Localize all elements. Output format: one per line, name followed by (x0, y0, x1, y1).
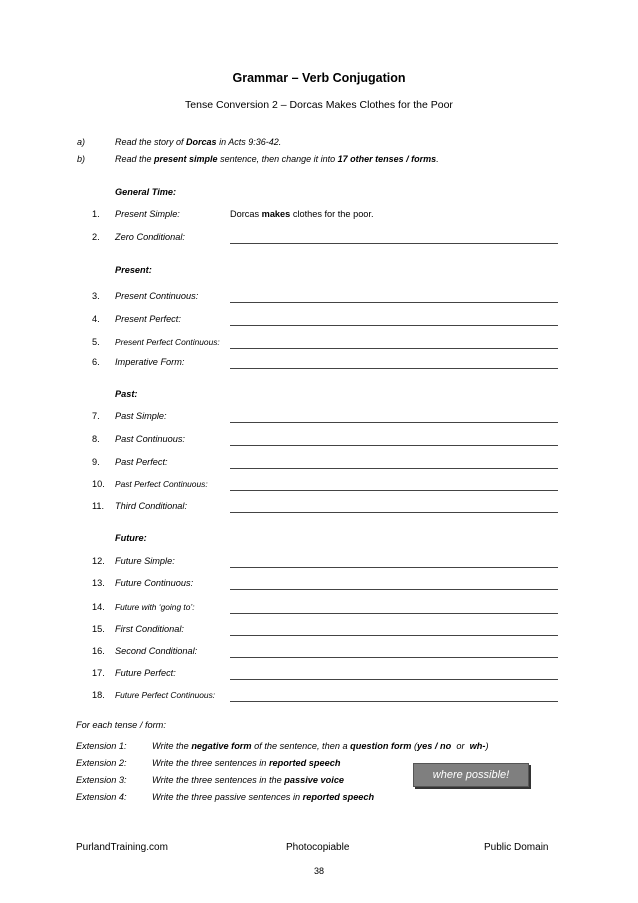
tense-number: 3. (92, 291, 100, 301)
tense-number: 13. (92, 578, 105, 588)
tense-label: Imperative Form: (115, 357, 185, 367)
tense-number: 15. (92, 624, 105, 634)
section-future: Future: (115, 533, 147, 543)
tense-label: Zero Conditional: (115, 232, 185, 242)
extension-label: Extension 1: (76, 741, 127, 751)
where-possible-badge: where possible! (413, 763, 529, 787)
answer-line[interactable] (230, 657, 558, 658)
tense-number: 11. (92, 501, 105, 511)
extension-label: Extension 2: (76, 758, 127, 768)
extension-text: Write the three sentences in reported speech (152, 758, 341, 768)
tense-label: Past Perfect Continuous: (115, 479, 208, 489)
tense-number: 10. (92, 479, 105, 489)
tense-number: 17. (92, 668, 105, 678)
extension-text: Write the three sentences in the passive voice (152, 775, 345, 785)
tense-label: Future Simple: (115, 556, 175, 566)
answer-line[interactable] (230, 445, 558, 446)
extension-label: Extension 3: (76, 775, 127, 785)
instruction-label: b) (77, 154, 86, 164)
tense-number: 7. (92, 411, 100, 421)
tense-number: 12. (92, 556, 105, 566)
answer-line[interactable] (230, 348, 558, 349)
tense-label: Future with ‘going to’: (115, 602, 195, 612)
page-number: 38 (313, 866, 324, 876)
tense-label: First Conditional: (115, 624, 184, 634)
answer-line[interactable] (230, 512, 558, 513)
tense-number: 18. (92, 690, 105, 700)
answer-line[interactable] (230, 490, 558, 491)
answer-line[interactable] (230, 243, 558, 244)
instruction-b (77, 154, 557, 168)
answer-line[interactable] (230, 701, 558, 702)
answer-line[interactable] (230, 302, 558, 303)
tense-label: Present Perfect Continuous: (115, 337, 220, 347)
page-subtitle: Tense Conversion 2 – Dorcas Makes Clothes for the Poor (185, 99, 453, 111)
tense-number: 4. (92, 314, 100, 324)
answer-line[interactable] (230, 422, 558, 423)
extension-text: Write the negative form of the sentence, then a question form (yes / no or wh-) (152, 741, 489, 751)
answer-line[interactable] (230, 635, 558, 636)
tense-number: 1. (92, 209, 100, 219)
tense-label: Future Continuous: (115, 578, 194, 588)
extension-text: Write the three passive sentences in reported speech (152, 792, 375, 802)
tense-label: Future Perfect: (115, 668, 176, 678)
answer-line[interactable] (230, 589, 558, 590)
extension-label: Extension 4: (76, 792, 127, 802)
section-present: Present: (115, 265, 152, 275)
instruction-text: Read the story of Dorcas in Acts 9:36-42. (115, 137, 282, 147)
tense-number: 5. (92, 337, 100, 347)
footer-center: Photocopiable (286, 842, 350, 853)
example-sentence: Dorcas makes clothes for the poor. (230, 209, 374, 219)
footer-right: Public Domain (484, 842, 549, 853)
instruction-label: a) (77, 137, 86, 147)
answer-line[interactable] (230, 325, 558, 326)
tense-number: 6. (92, 357, 100, 367)
tense-number: 16. (92, 646, 105, 656)
tense-number: 2. (92, 232, 100, 242)
tense-label: Future Perfect Continuous: (115, 690, 216, 700)
answer-line[interactable] (230, 567, 558, 568)
instruction-text: Read the present simple sentence, then change it into 17 other tenses / forms. (115, 154, 439, 164)
instruction-a (77, 137, 557, 151)
for-each-heading: For each tense / form: (76, 720, 166, 730)
answer-line[interactable] (230, 679, 558, 680)
tense-label: Present Simple: (115, 209, 180, 219)
page-title: Grammar – Verb Conjugation (232, 71, 406, 85)
answer-line[interactable] (230, 468, 558, 469)
section-general-time: General Time: (115, 187, 177, 197)
tense-label: Past Perfect: (115, 457, 168, 467)
tense-number: 14. (92, 602, 105, 612)
tense-label: Past Continuous: (115, 434, 185, 444)
tense-label: Second Conditional: (115, 646, 198, 656)
answer-line[interactable] (230, 368, 558, 369)
footer-left: PurlandTraining.com (76, 842, 168, 853)
section-past: Past: (115, 389, 138, 399)
tense-number: 8. (92, 434, 100, 444)
tense-number: 9. (92, 457, 100, 467)
tense-label: Past Simple: (115, 411, 167, 421)
tense-label: Present Continuous: (115, 291, 199, 301)
answer-line[interactable] (230, 613, 558, 614)
tense-label: Third Conditional: (115, 501, 188, 511)
tense-label: Present Perfect: (115, 314, 181, 324)
